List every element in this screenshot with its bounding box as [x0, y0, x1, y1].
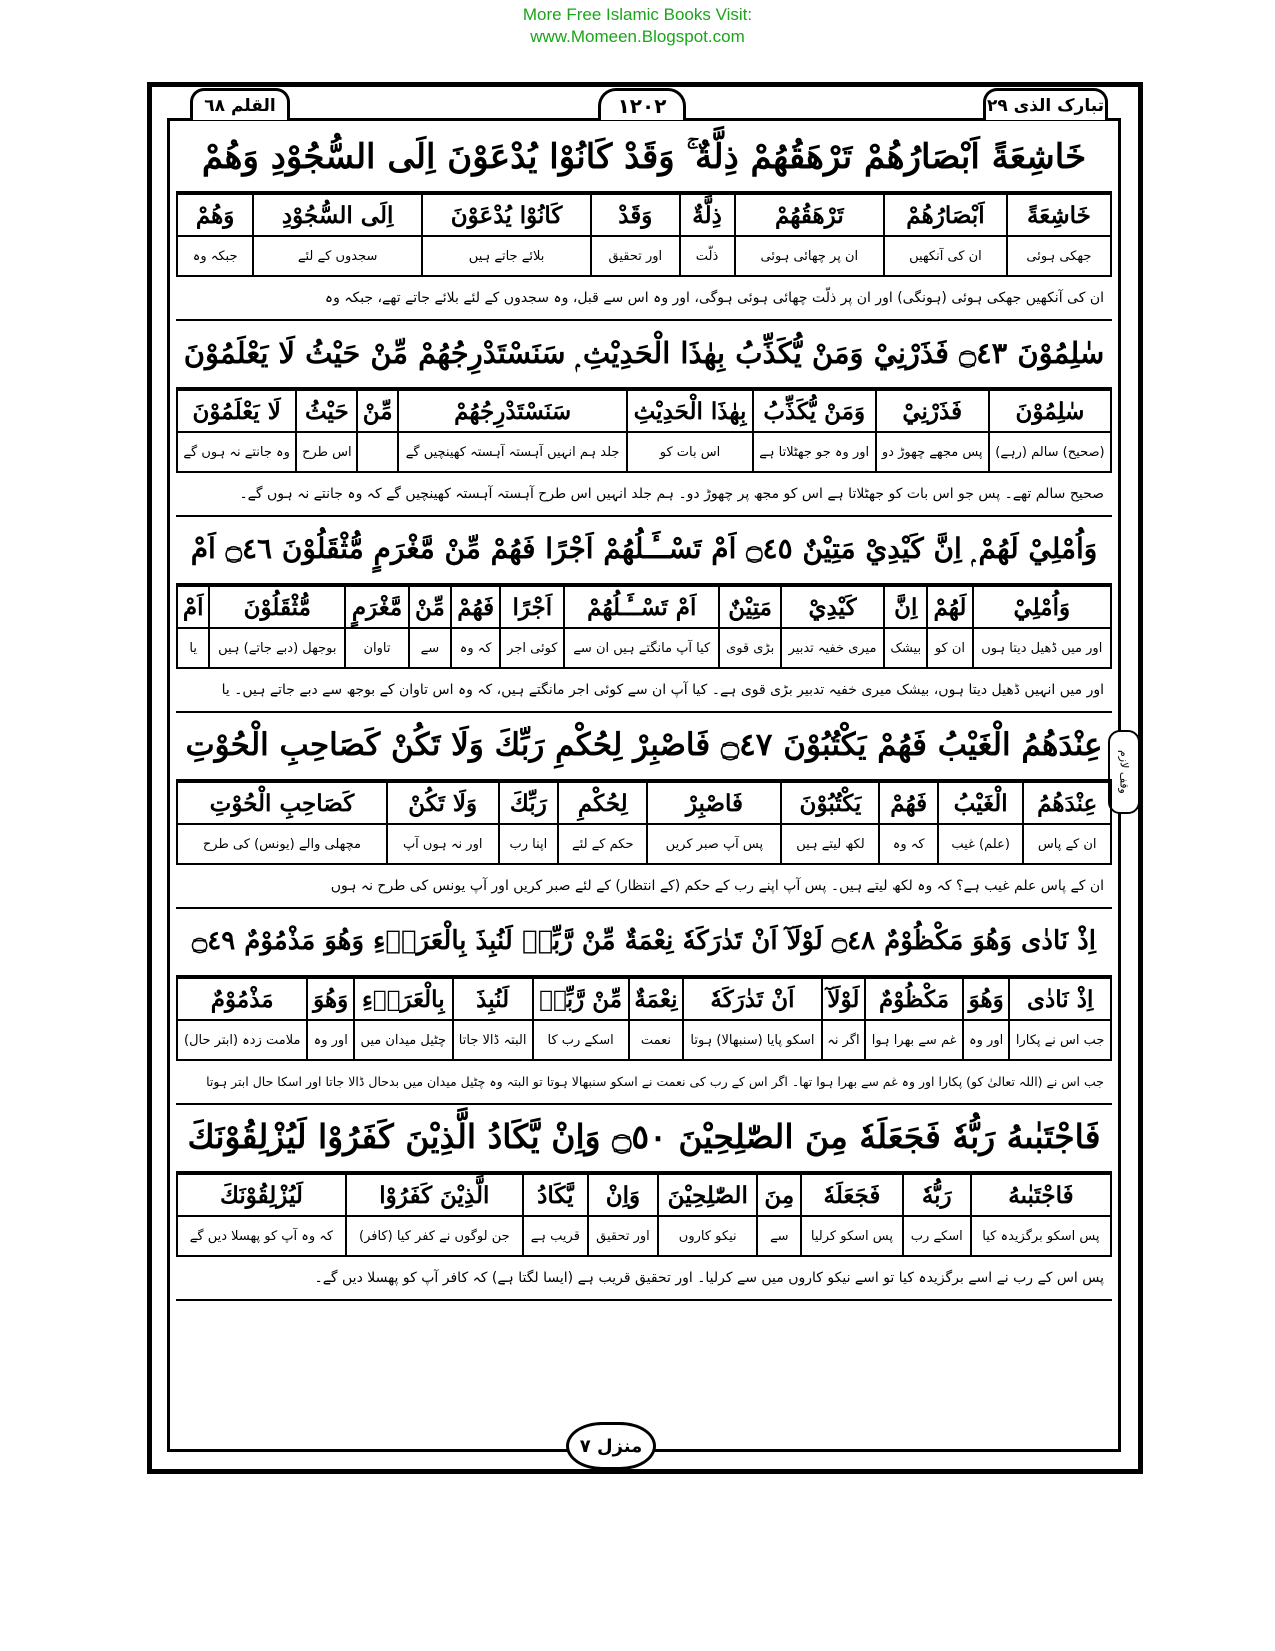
- urdu-meaning-cell: اور نہ ہوں آپ: [387, 824, 499, 864]
- urdu-meaning-cell: سے: [757, 1216, 801, 1256]
- manzil-marker: منزل ٧: [566, 1422, 656, 1470]
- urdu-meaning-cell: چٹیل میدان میں: [354, 1020, 453, 1060]
- verse-section: [176, 321, 1112, 517]
- arabic-word-cell: فَجَعَلَهٗ: [801, 1174, 902, 1216]
- arabic-word-cell: سٰلِمُوْنَ: [989, 390, 1111, 432]
- arabic-word-cell: يَّكَادُ: [523, 1174, 588, 1216]
- arabic-word-cell: وَهُمْ: [177, 194, 253, 236]
- urdu-meaning-cell: کہ وہ آپ کو پھسلا دیں گے: [177, 1216, 346, 1256]
- urdu-meaning-cell: بلائے جاتے ہیں: [422, 236, 591, 276]
- urdu-meaning-cell: پس آپ صبر کریں: [647, 824, 781, 864]
- urdu-meaning-cell: اور وہ جو جھٹلاتا ہے: [753, 432, 876, 472]
- arabic-word-cell: فَهُمْ: [879, 782, 938, 824]
- urdu-meaning-cell: مچھلی والے (یونس) کی طرح: [177, 824, 387, 864]
- verse-section: [176, 125, 1112, 321]
- urdu-meaning-cell: اس طرح: [296, 432, 357, 472]
- arabic-word-cell: لَا يَعْلَمُوْنَ: [177, 390, 296, 432]
- urdu-meaning-cell: اور تحقیق: [591, 236, 679, 276]
- arabic-word-cell: مَكْظُوْمٌ: [865, 978, 963, 1020]
- arabic-verse-line: وَاُمْلِيْ لَهُمْ ۭ اِنَّ كَيْدِيْ مَتِيْنٌ ۝٤٥ اَمْ تَسْــَٔـلُهُمْ اَجْرًا فَهُمْ مِّنْ مَّغْرَمٍ مُّثْقَلُوْنَ ۝٤٦ اَمْ: [176, 517, 1112, 585]
- urdu-meaning-cell: کوئی اجر: [500, 628, 564, 668]
- urdu-meaning-cell: ان کو: [927, 628, 972, 668]
- arabic-word-cell: لَنُبِذَ: [453, 978, 533, 1020]
- word-by-word-table: [176, 1173, 1112, 1257]
- urdu-translation-line: ان کی آنکھیں جھکی ہوئی (ہونگی) اور ان پر ذلّت چھائی ہوئی ہوگی، اور وہ اس سے قبل، وہ سجدوں کے لئے بلائے جاتے تھے، جبکہ وہ: [176, 277, 1112, 321]
- arabic-word-cell: نِعْمَةٌ: [629, 978, 684, 1020]
- promo-link[interactable]: www.Momeen.Blogspot.com: [530, 27, 745, 46]
- arabic-word-cell: اَجْرًا: [500, 586, 564, 628]
- urdu-meaning-cell: اگر نہ: [822, 1020, 866, 1060]
- urdu-translation-line: صحیح سالم تھے۔ پس جو اس بات کو جھٹلاتا ہے اس کو مجھ پر چھوڑ دو۔ ہم جلد انہیں اس طرح آہستہ آہستہ کھینچیں گے کہ وہ جانتے نہ ہوں گے۔: [176, 473, 1112, 517]
- arabic-verse-line: خَاشِعَةً اَبْصَارُهُمْ تَرْهَقُهُمْ ذِلَّةٌ ۚ وَقَدْ كَانُوْا يُدْعَوْنَ اِلَى السُّجُوْدِ وَهُمْ: [176, 125, 1112, 193]
- arabic-word-cell: وَقَدْ: [591, 194, 679, 236]
- arabic-word-cell: ذِلَّةٌ: [680, 194, 735, 236]
- urdu-meaning-cell: نیکو کاروں: [658, 1216, 757, 1256]
- arabic-verse-line: عِنْدَهُمُ الْغَيْبُ فَهُمْ يَكْتُبُوْنَ ۝٤٧ فَاصْبِرْ لِحُكْمِ رَبِّكَ وَلَا تَكُنْ كَصَاحِبِ الْحُوْتِ: [176, 713, 1112, 781]
- arabic-word-cell: عِنْدَهُمُ: [1023, 782, 1111, 824]
- arabic-words-row: [177, 978, 1111, 1020]
- arabic-word-cell: مُّثْقَلُوْنَ: [209, 586, 345, 628]
- urdu-meaning-cell: اور تحقیق: [588, 1216, 658, 1256]
- arabic-word-cell: مِنَ: [757, 1174, 801, 1216]
- urdu-meaning-cell: وہ جانتے نہ ہوں گے: [177, 432, 296, 472]
- arabic-word-cell: كَانُوْا يُدْعَوْنَ: [422, 194, 591, 236]
- arabic-word-cell: اَنْ تَدٰرَكَهٗ: [683, 978, 821, 1020]
- urdu-meaning-cell: (صحیح) سالم (رہے): [989, 432, 1111, 472]
- verse-section: [176, 1105, 1112, 1301]
- arabic-word-cell: لَيُزْلِقُوْنَكَ: [177, 1174, 346, 1216]
- waqf-marker: وقف لازم: [1108, 730, 1140, 814]
- urdu-meaning-cell: کہ وہ: [451, 628, 501, 668]
- urdu-meaning-cell: البتہ ڈالا جاتا: [453, 1020, 533, 1060]
- arabic-verse-line: اِذْ نَادٰى وَهُوَ مَكْظُوْمٌ ۝٤٨ لَوْلَآ اَنْ تَدٰرَكَهٗ نِعْمَةٌ مِّنْ رَّبِّهٖ لَنُبِذَ بِالْعَرَاۗءِ وَهُوَ مَذْمُوْمٌ ۝٤٩: [176, 909, 1112, 977]
- arabic-word-cell: مِّنْ رَّبِّهٖ: [533, 978, 629, 1020]
- arabic-word-cell: فَاصْبِرْ: [647, 782, 781, 824]
- arabic-word-cell: الَّذِيْنَ كَفَرُوْا: [346, 1174, 523, 1216]
- arabic-word-cell: فَاجْتَبٰىهُ: [971, 1174, 1111, 1216]
- arabic-word-cell: يَكْتُبُوْنَ: [781, 782, 879, 824]
- urdu-meaning-cell: غم سے بھرا ہوا: [865, 1020, 963, 1060]
- urdu-meaning-cell: پس اسکو برگزیدہ کیا: [971, 1216, 1111, 1256]
- urdu-translation-line: اور میں انہیں ڈھیل دیتا ہوں، بیشک میری خفیہ تدبیر بڑی قوی ہے۔ کیا آپ ان سے کوئی اجر مانگتے ہیں، کہ وہ اس تاوان کے بوجھ سے دبے جاتے ہیں۔ یا: [176, 669, 1112, 713]
- arabic-words-row: [177, 1174, 1111, 1216]
- arabic-word-cell: وَلَا تَكُنْ: [387, 782, 499, 824]
- arabic-word-cell: الصّٰلِحِيْنَ: [658, 1174, 757, 1216]
- urdu-meanings-row: [177, 824, 1111, 864]
- arabic-word-cell: لَهُمْ: [927, 586, 972, 628]
- arabic-word-cell: تَرْهَقُهُمْ: [735, 194, 885, 236]
- urdu-meaning-cell: [357, 432, 398, 472]
- arabic-words-row: [177, 782, 1111, 824]
- surah-name-label: القلم ٦٨: [190, 88, 290, 120]
- arabic-word-cell: مِّنْ: [357, 390, 398, 432]
- word-by-word-table: [176, 585, 1112, 669]
- urdu-meaning-cell: لکھ لیتے ہیں: [781, 824, 879, 864]
- urdu-meaning-cell: یا: [177, 628, 209, 668]
- arabic-word-cell: كَيْدِيْ: [781, 586, 884, 628]
- arabic-word-cell: مَتِيْنٌ: [719, 586, 780, 628]
- urdu-meanings-row: [177, 628, 1111, 668]
- urdu-meaning-cell: بیشک: [884, 628, 927, 668]
- word-by-word-table: [176, 193, 1112, 277]
- arabic-word-cell: بِالْعَرَاۗءِ: [354, 978, 453, 1020]
- verse-section: [176, 517, 1112, 713]
- urdu-meaning-cell: اپنا رب: [499, 824, 559, 864]
- urdu-meaning-cell: کہ وہ: [879, 824, 938, 864]
- arabic-word-cell: اِلَى السُّجُوْدِ: [253, 194, 422, 236]
- urdu-meaning-cell: پس اسکو کرلیا: [801, 1216, 902, 1256]
- arabic-word-cell: وَهُوَ: [963, 978, 1010, 1020]
- arabic-word-cell: وَهُوَ: [307, 978, 354, 1020]
- arabic-word-cell: اَبْصَارُهُمْ: [884, 194, 1007, 236]
- arabic-word-cell: مَذْمُوْمٌ: [177, 978, 307, 1020]
- urdu-meaning-cell: اسکے رب: [903, 1216, 971, 1256]
- word-by-word-table: [176, 781, 1112, 865]
- page-number: ١٢٠٢: [598, 88, 686, 120]
- urdu-meaning-cell: اسکے رب کا: [533, 1020, 629, 1060]
- verse-section: [176, 909, 1112, 1105]
- verse-section: [176, 713, 1112, 909]
- urdu-meanings-row: [177, 1216, 1111, 1256]
- urdu-meaning-cell: ان پر چھائی ہوئی: [735, 236, 885, 276]
- para-name-label: تبارک الذی ٢٩: [983, 88, 1108, 120]
- arabic-word-cell: بِهٰذَا الْحَدِيْثِ: [627, 390, 753, 432]
- urdu-meaning-cell: نعمت: [629, 1020, 684, 1060]
- arabic-word-cell: حَيْثُ: [296, 390, 357, 432]
- urdu-meaning-cell: اور میں ڈھیل دیتا ہوں: [973, 628, 1111, 668]
- arabic-word-cell: لِحُكْمِ: [558, 782, 647, 824]
- word-by-word-table: [176, 977, 1112, 1061]
- arabic-word-cell: رَبُّهٗ: [903, 1174, 971, 1216]
- urdu-meaning-cell: پس مجھے چھوڑ دو: [876, 432, 989, 472]
- arabic-word-cell: وَمَنْ يُّكَذِّبُ: [753, 390, 876, 432]
- arabic-word-cell: مِّنْ: [409, 586, 451, 628]
- arabic-word-cell: مَّغْرَمٍ: [345, 586, 409, 628]
- arabic-word-cell: اَمْ تَسْــَٔـلُهُمْ: [564, 586, 719, 628]
- urdu-meaning-cell: جن لوگوں نے کفر کیا (کافر): [346, 1216, 523, 1256]
- urdu-translation-line: جب اس نے (اللہ تعالیٰ کو) پکارا اور وہ غم سے بھرا ہوا تھا۔ اگر اس کے رب کی نعمت نے اسکو سنبھالا ہوتا تو البتہ وہ چٹیل میدان میں بدحال ڈالا جاتا اور اسکا حال ابتر ہوتا: [176, 1061, 1112, 1105]
- urdu-meanings-row: [177, 236, 1111, 276]
- arabic-word-cell: اِذْ نَادٰى: [1009, 978, 1111, 1020]
- urdu-meanings-row: [177, 1020, 1111, 1060]
- urdu-meaning-cell: (علم) غیب: [938, 824, 1023, 864]
- urdu-meaning-cell: میری خفیہ تدبیر: [781, 628, 884, 668]
- urdu-meaning-cell: بوجھل (دبے جاتے) ہیں: [209, 628, 345, 668]
- urdu-meaning-cell: جھکی ہوئی: [1007, 236, 1111, 276]
- urdu-meaning-cell: اور وہ: [963, 1020, 1010, 1060]
- arabic-word-cell: اِنَّ: [884, 586, 927, 628]
- urdu-meaning-cell: جبکہ وہ: [177, 236, 253, 276]
- arabic-word-cell: اَمْ: [177, 586, 209, 628]
- arabic-words-row: [177, 390, 1111, 432]
- urdu-meaning-cell: ان کے پاس: [1023, 824, 1111, 864]
- arabic-word-cell: وَاِنْ: [588, 1174, 658, 1216]
- word-by-word-table: [176, 389, 1112, 473]
- urdu-meaning-cell: ان کی آنکھیں: [884, 236, 1007, 276]
- urdu-meaning-cell: تاوان: [345, 628, 409, 668]
- urdu-meaning-cell: سے: [409, 628, 451, 668]
- urdu-translation-line: پس اس کے رب نے اسے برگزیدہ کیا تو اسے نیکو کاروں میں سے کرلیا۔ اور تحقیق قریب ہے (ایسا لگتا ہے) کہ کافر آپ کو پھسلا دیں گے۔: [176, 1257, 1112, 1301]
- urdu-meaning-cell: کیا آپ مانگتے ہیں ان سے: [564, 628, 719, 668]
- arabic-words-row: [177, 586, 1111, 628]
- urdu-meaning-cell: بڑی قوی: [719, 628, 780, 668]
- promo-line-1: More Free Islamic Books Visit:: [522, 5, 753, 24]
- urdu-meaning-cell: ذلّت: [680, 236, 735, 276]
- arabic-word-cell: فَذَرْنِيْ: [876, 390, 989, 432]
- arabic-word-cell: سَنَسْتَدْرِجُهُمْ: [398, 390, 627, 432]
- arabic-word-cell: كَصَاحِبِ الْحُوْتِ: [177, 782, 387, 824]
- urdu-meaning-cell: جلد ہم انہیں آہستہ آہستہ کھینچیں گے: [398, 432, 627, 472]
- urdu-meaning-cell: اس بات کو: [627, 432, 753, 472]
- promo-banner: [0, 4, 1275, 48]
- arabic-verse-line: سٰلِمُوْنَ ۝٤٣ فَذَرْنِيْ وَمَنْ يُّكَذِّبُ بِهٰذَا الْحَدِيْثِ ۭ سَنَسْتَدْرِجُهُمْ مِّنْ حَيْثُ لَا يَعْلَمُوْنَ: [176, 321, 1112, 389]
- arabic-word-cell: رَبِّكَ: [499, 782, 559, 824]
- arabic-word-cell: لَوْلَآ: [822, 978, 866, 1020]
- arabic-word-cell: الْغَيْبُ: [938, 782, 1023, 824]
- urdu-meaning-cell: قریب ہے: [523, 1216, 588, 1256]
- urdu-meaning-cell: اسکو پایا (سنبھالا) ہوتا: [683, 1020, 821, 1060]
- urdu-meaning-cell: اور وہ: [307, 1020, 354, 1060]
- urdu-translation-line: ان کے پاس علم غیب ہے؟ کہ وہ لکھ لیتے ہیں۔ پس آپ اپنے رب کے حکم (کے انتظار) کے لئے صبر کریں اور آپ یونس کی طرح نہ ہوں: [176, 865, 1112, 909]
- urdu-meaning-cell: ملامت زدہ (ابتر حال): [177, 1020, 307, 1060]
- urdu-meanings-row: [177, 432, 1111, 472]
- arabic-words-row: [177, 194, 1111, 236]
- urdu-meaning-cell: حکم کے لئے: [558, 824, 647, 864]
- urdu-meaning-cell: سجدوں کے لئے: [253, 236, 422, 276]
- arabic-word-cell: فَهُمْ: [451, 586, 501, 628]
- arabic-word-cell: وَاُمْلِيْ: [973, 586, 1111, 628]
- quran-content: [176, 125, 1112, 1301]
- arabic-word-cell: خَاشِعَةً: [1007, 194, 1111, 236]
- urdu-meaning-cell: جب اس نے پکارا: [1009, 1020, 1111, 1060]
- arabic-verse-line: فَاجْتَبٰىهُ رَبُّهٗ فَجَعَلَهٗ مِنَ الصّٰلِحِيْنَ ۝٥٠ وَاِنْ يَّكَادُ الَّذِيْنَ كَفَرُوْا لَيُزْلِقُوْنَكَ: [176, 1105, 1112, 1173]
